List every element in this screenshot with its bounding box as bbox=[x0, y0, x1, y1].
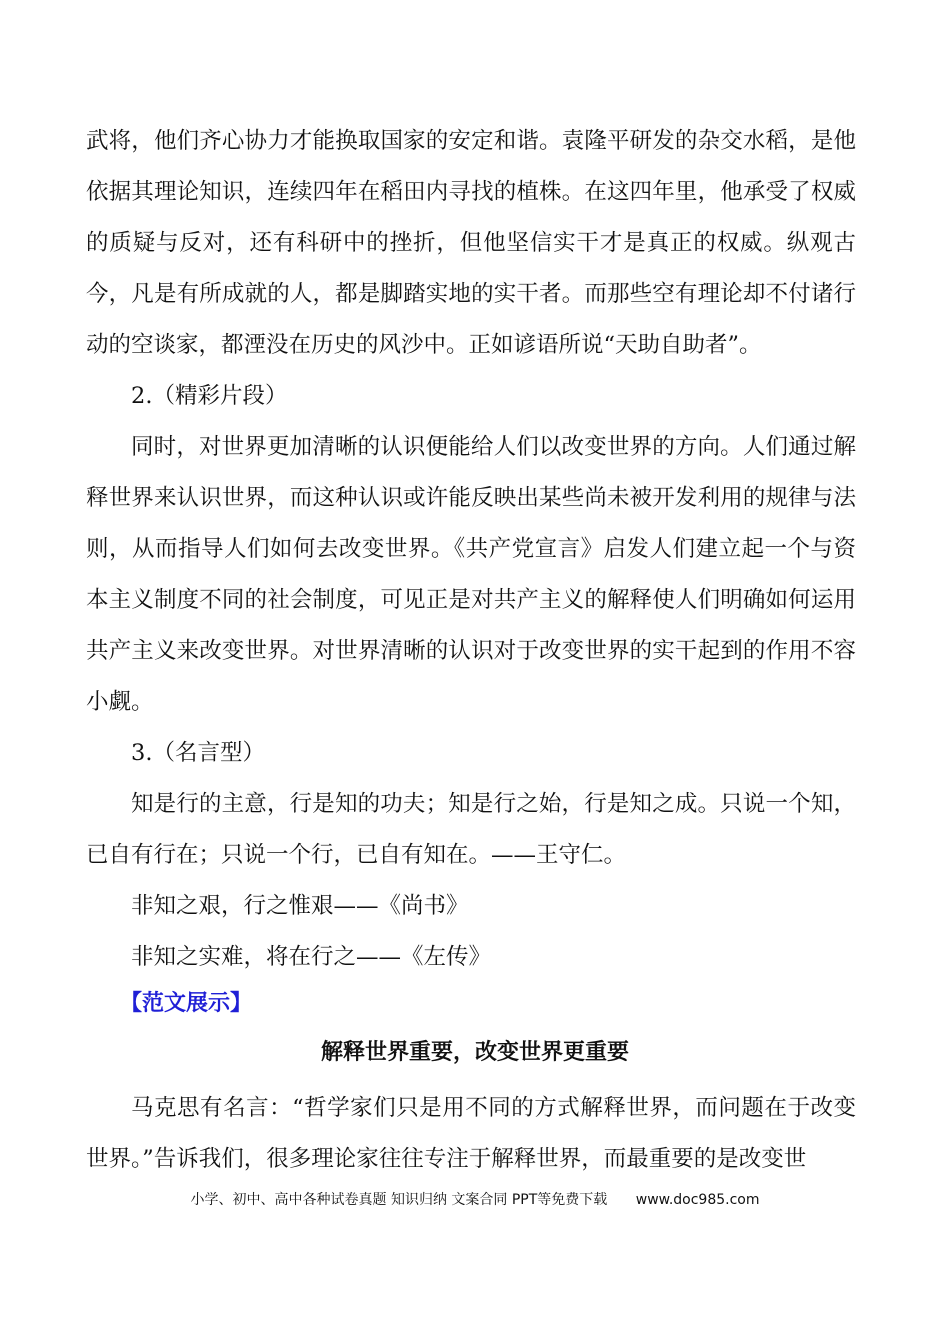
paragraph-quote-wang: 知是行的主意，行是知的功夫；知是行之始，行是知之成。只说一个知，已自有行在；只说一个行，已自有知在。——王守仁。 bbox=[86, 791, 856, 868]
quote-zuozhuan: 非知之实难，将在行之——《左传》 bbox=[131, 944, 492, 970]
footer-text: 小学、初中、高中各种试卷真题 知识归纳 文案合同 PPT等免费下载 bbox=[190, 1192, 608, 1208]
section-tag-sample-essay: 【范文展示】 bbox=[120, 991, 253, 1016]
essay-title: 解释世界重要，改变世界更重要 bbox=[320, 1040, 629, 1065]
section-label-3: 3.（名言型） bbox=[131, 740, 265, 766]
essay-paragraph-1: 马克思有名言：“哲学家们只是用不同的方式解释世界，而问题在于改变世界。”告诉我们，很多理论家往往专注于解释世界，而最重要的是改变世 bbox=[86, 1095, 856, 1172]
footer-url[interactable]: www.doc985.com bbox=[635, 1192, 760, 1208]
paragraph-rice-example: 武将，他们齐心协力才能换取国家的安定和谐。袁隆平研发的杂交水稻，是他依据其理论知识，连续四年在稻田内寻找的植株。在这四年里，他承受了权威的质疑与反对，还有科研中的挫折，但他坚信实干才是真正的权威。纵观古今，凡是有所成就的人，都是脚踏实地的实干者。而那些空有理论却不付诸行动的空谈家，都湮没在历史的风沙中。正如谚语所说“天助自助者”。 bbox=[86, 128, 856, 358]
quote-shangshu: 非知之艰，行之惟艰——《尚书》 bbox=[131, 893, 469, 919]
section-label-2: 2.（精彩片段） bbox=[131, 383, 288, 409]
page-footer bbox=[0, 1188, 950, 1212]
paragraph-excerpt-2: 同时，对世界更加清晰的认识便能给人们以改变世界的方向。人们通过解释世界来认识世界，而这种认识或许能反映出某些尚未被开发利用的规律与法则，从而指导人们如何去改变世界。《共产党宣言》启发人们建立起一个与资本主义制度不同的社会制度，可见正是对共产主义的解释使人们明确如何运用共产主义来改变世界。对世界清晰的认识对于改变世界的实干起到的作用不容小觑。 bbox=[86, 434, 856, 715]
